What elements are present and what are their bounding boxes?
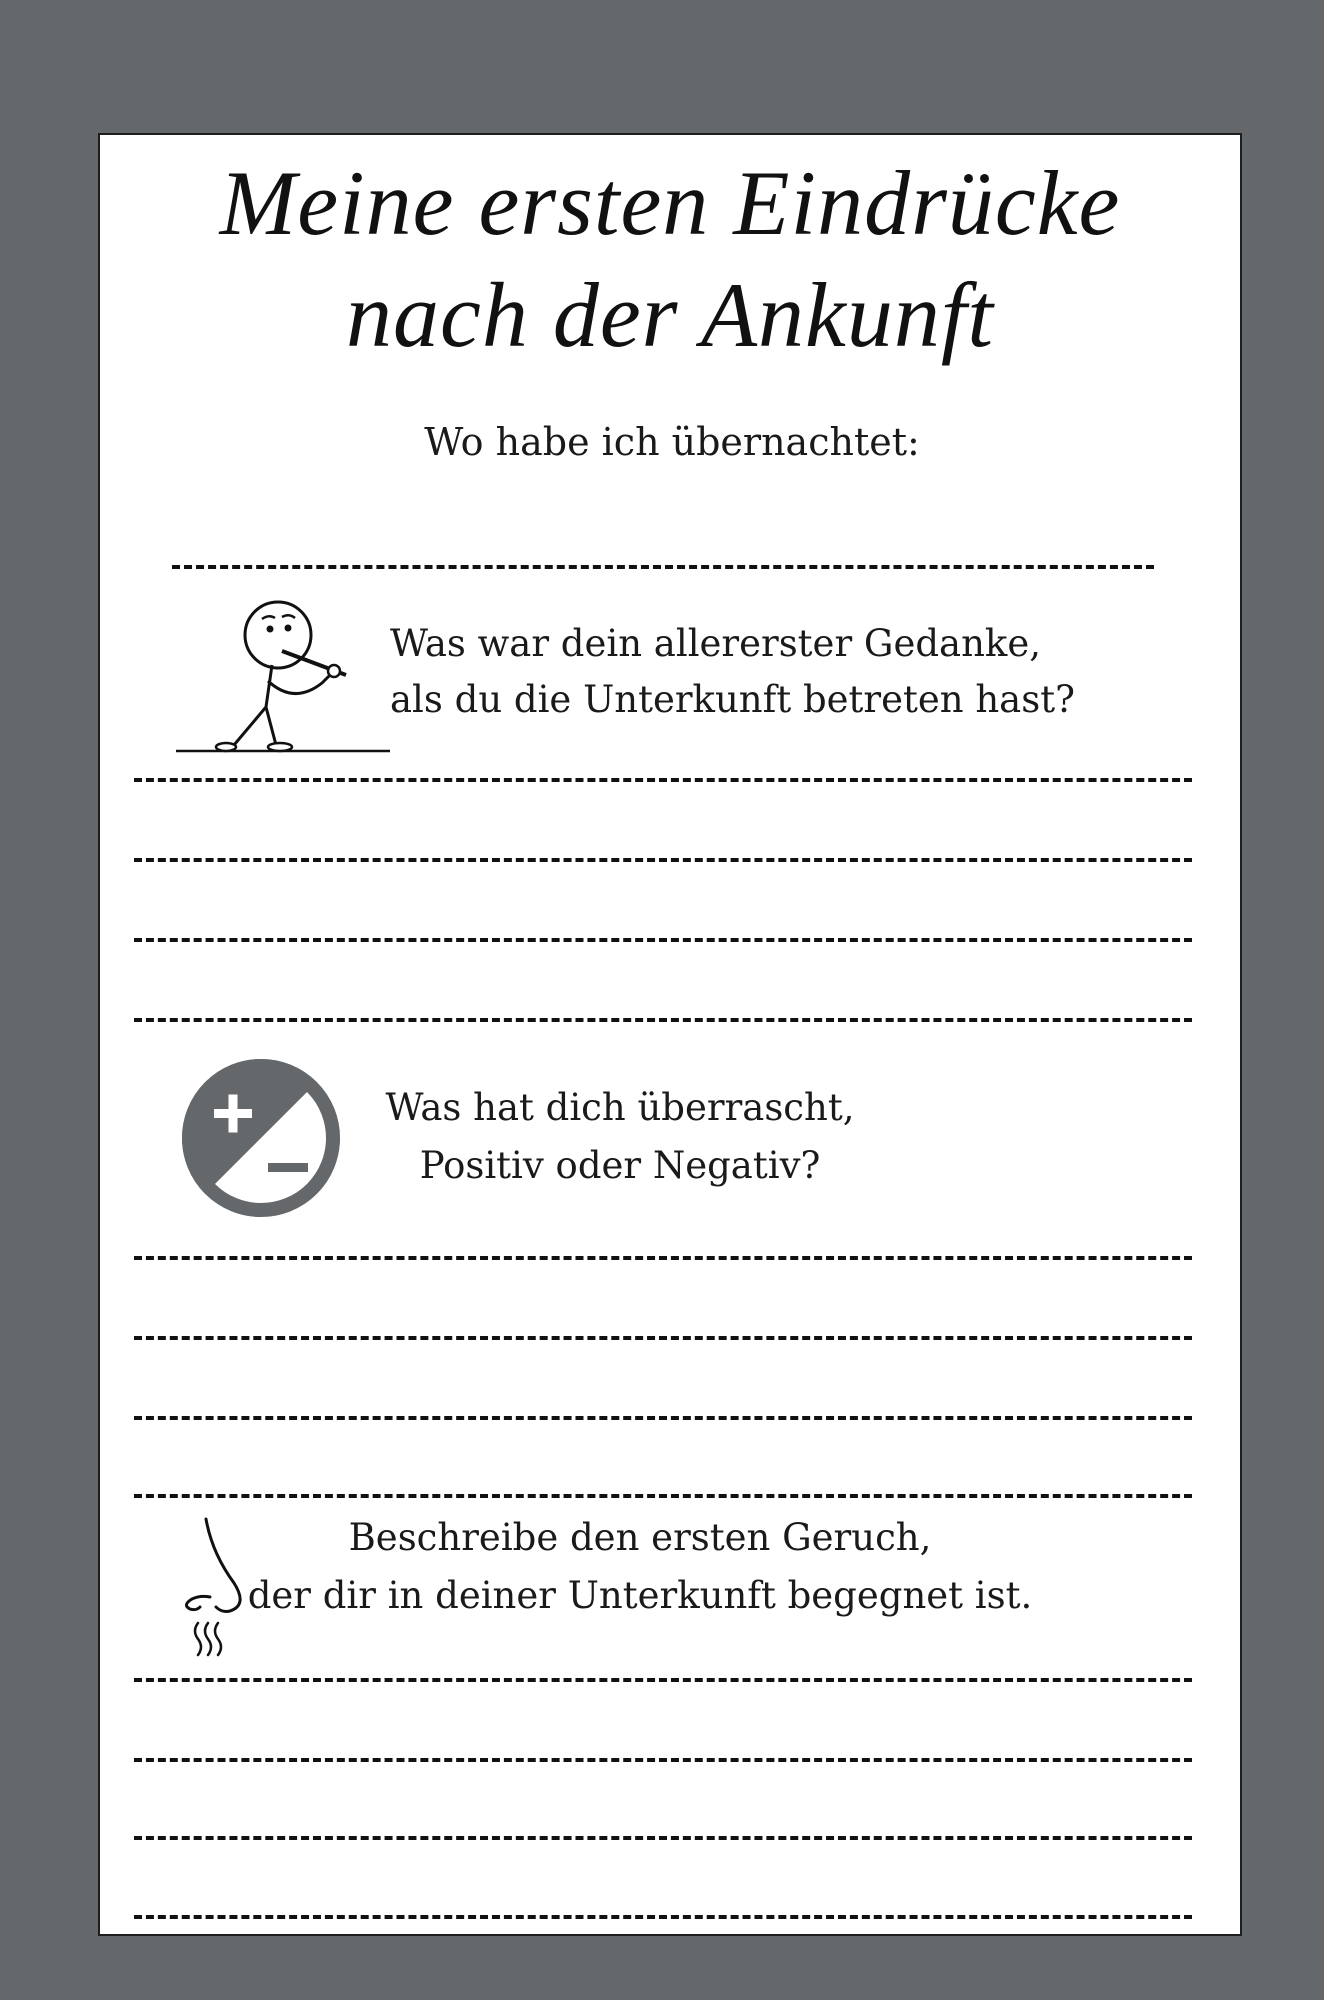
answer-line[interactable]	[134, 858, 1192, 862]
question-2-line-2: Positiv oder Negativ?	[419, 1144, 821, 1187]
question-3-line-2: der dir in deiner Unterkunft begegnet ist.	[247, 1574, 1033, 1617]
overnight-answer-line[interactable]	[172, 565, 1154, 569]
thinking-person-icon	[174, 595, 392, 757]
answer-line[interactable]	[134, 1336, 1192, 1340]
answer-line[interactable]	[134, 778, 1192, 782]
worksheet-page	[98, 133, 1242, 1936]
overnight-question: Wo habe ich übernachtet:	[424, 420, 920, 464]
title-line-1: Meine ersten Eindrücke	[219, 152, 1121, 254]
question-1-line-1: Was war dein allererster Gedanke,	[390, 622, 1042, 665]
answer-line[interactable]	[134, 1758, 1192, 1762]
answer-line[interactable]	[134, 938, 1192, 942]
answer-line[interactable]	[134, 1915, 1192, 1919]
plus-minus-icon	[180, 1057, 342, 1219]
question-3-line-1: Beschreibe den ersten Geruch,	[348, 1516, 932, 1559]
answer-line[interactable]	[134, 1678, 1192, 1682]
answer-line[interactable]	[134, 1836, 1192, 1840]
title-line-2: nach der Ankunft	[346, 264, 994, 366]
answer-line[interactable]	[134, 1018, 1192, 1022]
answer-line[interactable]	[134, 1256, 1192, 1260]
question-1-line-2: als du die Unterkunft betreten hast?	[390, 678, 1075, 721]
answer-line[interactable]	[134, 1494, 1192, 1498]
answer-line[interactable]	[134, 1416, 1192, 1420]
question-2-line-1: Was hat dich überrascht,	[385, 1086, 855, 1129]
